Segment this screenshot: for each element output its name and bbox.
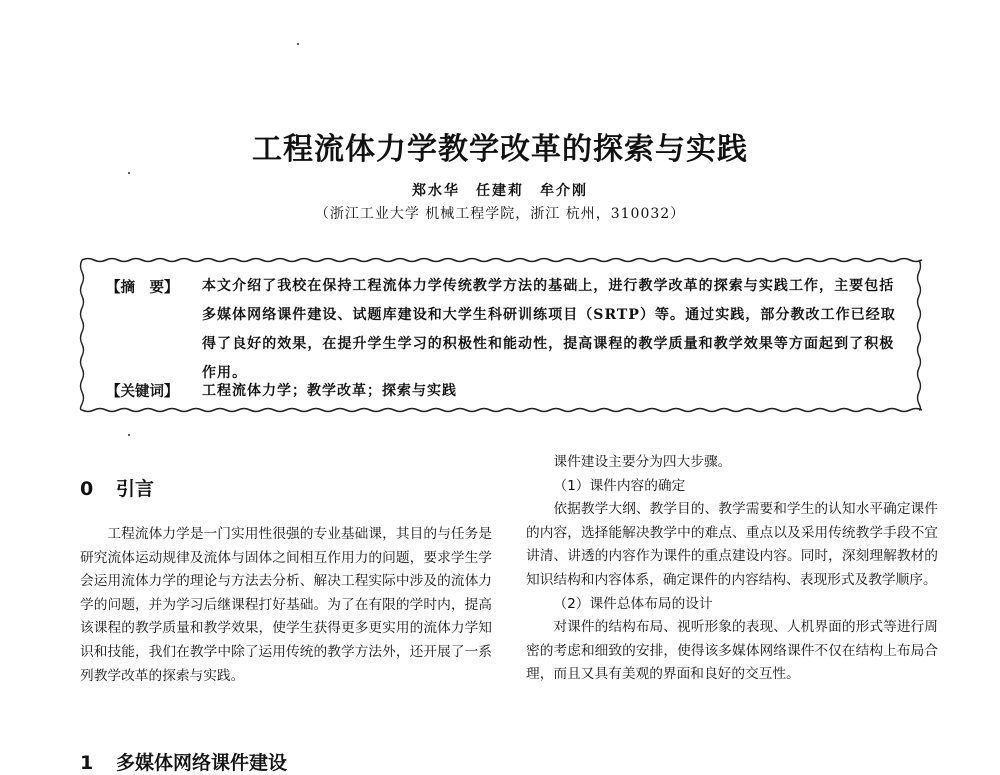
keywords-label: 【关键词】: [106, 384, 179, 400]
paper-authors: 郑水华 任建莉 牟介刚: [412, 183, 588, 199]
step-1-heading: （1）课件内容的确定: [553, 477, 686, 494]
section-0-heading: [80, 474, 154, 501]
courseware-intro: 课件建设主要分为四大步骤。: [553, 454, 732, 470]
right-column: [526, 451, 938, 687]
scan-speck: [297, 43, 299, 45]
section-0-number: 0: [80, 478, 94, 500]
left-column: [80, 523, 492, 688]
keywords-text: 工程流体力学；教学改革；探索与实践: [202, 383, 457, 399]
abstract-box: [78, 256, 924, 414]
scan-speck: [128, 434, 130, 436]
section-1-title: 多媒体网络课件建设: [116, 752, 288, 774]
section-1-heading: [80, 748, 287, 775]
section-1-number: 1: [80, 752, 94, 774]
step-2-heading: （2）课件总体布局的设计: [553, 595, 713, 612]
scan-speck: [128, 172, 130, 174]
step-1-paragraph: 依据教学大纲、教学目的、教学需要和学生的认知水平确定课件的内容，选择能解决教学中的难点、重点以及采用传统教学手段不宜讲清、讲透的内容作为课件的重点建设内容。同时，深刻理解教材的知识结构和内容体系，确定课件的内容结构、表现形式及教学顺序。: [526, 501, 938, 588]
abstract-text: 本文介绍了我校在保持工程流体力学传统教学方法的基础上，进行教学改革的探索与实践工作，主要包括多媒体网络课件建设、试题库建设和大学生科研训练项目（SRTP）等。通过实践，部分教改工作已经取得了良好的效果，在提升学生学习的积极性和能动性，提高课程的教学质量和教学效果等方面起到了积极作用。: [202, 278, 896, 381]
paper-title: 工程流体力学教学改革的探索与实践: [252, 132, 748, 167]
paper-affiliation: （浙江工业大学 机械工程学院，浙江 杭州，310032）: [314, 206, 686, 222]
intro-paragraph: 工程流体力学是一门实用性很强的专业基础课，其目的与任务是研究流体运动规律及流体与固体之间相互作用力的问题，要求学生学会运用流体力学的理论与方法去分析、解决工程实际中涉及的流体力学的问题，并为学习后继课程打好基础。为了在有限的学时内，提高该课程的教学质量和教学效果，使学生获得更多更实用的流体力学知识和技能，我们在教学中除了运用传统的教学方法外，还开展了一系列教学改革的探索与实践。: [80, 526, 492, 684]
section-0-title: 引言: [116, 478, 155, 500]
abstract-label: 【摘 要】: [106, 280, 179, 296]
step-2-paragraph: 对课件的结构布局、视听形象的表现、人机界面的形式等进行周密的考虑和细致的安排，使得该多媒体网络课件不仅在结构上布局合理，而且又具有美观的界面和良好的交互性。: [526, 619, 938, 683]
